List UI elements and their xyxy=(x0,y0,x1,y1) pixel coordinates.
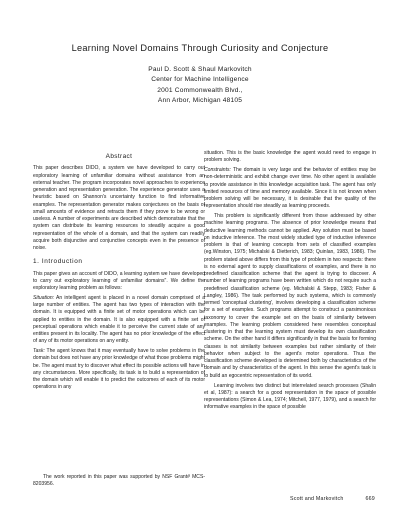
situation-lead: Situation: xyxy=(33,294,55,301)
right-paragraph-constraints xyxy=(204,167,376,211)
author-block xyxy=(60,65,340,106)
footnote: The work reported in this paper was supported by NSF Grant# MCS-8203956. xyxy=(33,474,205,488)
intro-paragraph-task xyxy=(33,348,205,392)
left-column xyxy=(33,153,205,394)
intro-paragraph-situation xyxy=(33,295,205,346)
constraints-text: The domain is very large and the behavior of entities may be non-deterministic and exhibit change over time. No other agent is available to provide assistance in this knowledge acquisition task. The agent has only limited resources of time and memory available. Since it is not known when problem solving will be necessary, it is desirable that the quality of the representation should rise steadily as learning proceeds. xyxy=(204,167,376,210)
author-address-line1: 2001 Commonwealth Blvd., xyxy=(157,86,243,94)
task-lead: Task: xyxy=(33,348,45,355)
right-column xyxy=(204,150,376,414)
situation-text: An intelligent agent is placed in a novel domain comprised of a large number of entities. The agent has two types of interaction with the domain. It is equipped with a finite set of motor operations which can be applied to entities in the domain. It is also equipped with a finite set of perceptual operations which enable it to perceive the current state of any entities present in its locality. The agent has no prior knowledge of the effect of any of its motor operations on any entity. xyxy=(33,294,205,345)
introduction-heading: 1. Introduction xyxy=(33,258,83,266)
author-address-line2: Ann Arbor, Michigan 48105 xyxy=(157,96,243,104)
intro-paragraph-1: This paper gives an account of DIDO, a learning system we have developed to carry out exploratory learning of unfamiliar domains". We define the exploratory learning problem as follows: xyxy=(33,270,205,291)
footer-authors: Scott and Markovitch xyxy=(290,496,344,502)
author-affiliation: Center for Machine Intelligence xyxy=(151,76,249,84)
page-footer xyxy=(290,496,375,502)
page-number: 669 xyxy=(365,496,375,502)
right-paragraph-1: situation. This is the basic knowledge the agent would need to engage in problem solving. xyxy=(204,150,376,164)
task-text: The agent knows that it may eventually have to solve problems in the domain but does not have any prior knowledge of what those problems might be. The agent must try to discover what effect its possible actions will have in any circumstances. More specifically, its task is to build a representation of the domain which will enable it to predict the outcomes of each of its motor operations in any xyxy=(33,348,205,391)
author-names: Paul D. Scott & Shaul Markovitch xyxy=(148,66,252,73)
constraints-lead: Constraints: xyxy=(204,167,231,174)
abstract-text: This paper describes DIDO, a system we have developed to carry out exploratory learning of unfamiliar domains without assistance from an external teacher. The program incorporates novel approaches to experience generation and representation generation. The experience generator uses a heuristic based on Shannon's uncertainty function to find informative examples. The representation generator makes conjectures on the basis of small amounts of evidence and retracts them if they prove to be wrong or useless. A number of experiments are described which demonstrate that the system can distribute its learning resources to steadily acquire a good representation of the whole of a domain, and that the system can readily acquire both disjunctive and conjunctive concepts even in the presence of noise. xyxy=(33,165,205,251)
right-paragraph-4: Learning involves two distinct but interrelated search processes (Shalin et al, 1987): a search for a good representation in the space of possible representations (Simon & Lea, 1974; Mitchell, 1977, 1979), and a search for informative examples in the space of possible xyxy=(204,382,376,411)
paper-title: Learning Novel Domains Through Curiosity and Conjecture xyxy=(71,43,329,53)
right-paragraph-3: This problem is significantly different from those addressed by other machine learning programs. The absence of prior knowledge means that deductive learning methods cannot be applied. Any solution must be based on inductive inference. The most widely studied type of inductive inference problem is that of learning concepts from sets of classified examples (eg.Winston, 1975; Michalski & Dietterich, 1983; Quinlan, 1983, 1986). The problem stated above differs from this type of problem in two respects: there is no external agent to supply classifications of examples, and there is no predefined classification scheme that the agent is trying to discover. A number of learning programs have been written which do not require such a predefined classification scheme (eg. Michalski & Stepp, 1983; Fisher & Langley, 1986). The task performed by such systems, which is commonly termed 'conceptual clustering', involves developing a classification scheme for a set of examples. Such programs attempt to construct a parsimonious taxonomy to cover the example set on the basis of similarity between examples. The learning problem considered here resembles conceptual clustering in that the learning system must develop its own classification scheme. On the other hand it differs significantly in that the basis for forming classes is not similarity between examples but rather similarity of their behavior when subject to the agent's motor operations. Thus the classification scheme developed is determined both by characteristics of the domain and by characteristics of the agent. In this sense the agent's task is to build an egocentric representation of its world. xyxy=(204,213,376,379)
abstract-heading: Abstract xyxy=(105,153,133,160)
